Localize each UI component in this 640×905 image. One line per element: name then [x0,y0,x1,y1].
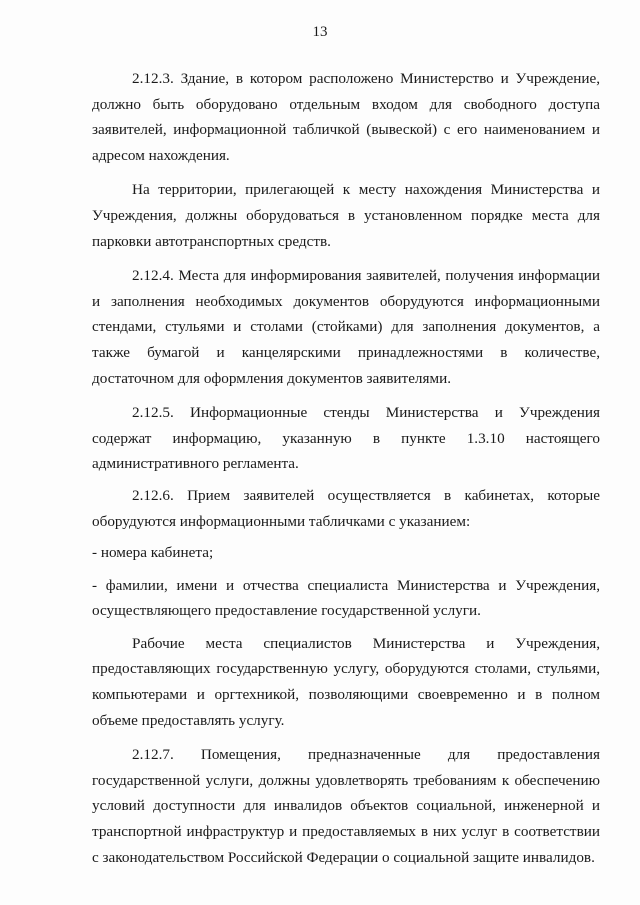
paragraph-2-12-5: 2.12.5. Информационные стенды Министерства и Учреждения содержат информацию, указанную в пункте 1.3.10 настоящего административного регламента. [92,404,600,473]
paragraph-parking: На территории, прилегающей к месту нахождения Министерства и Учреждения, должны оборудоваться в установленном порядке места для парковки автотранспортных средств. [92,181,600,250]
paragraph-2-12-7: 2.12.7. Помещения, предназначенные для предоставления государственной услуги, должны удовлетворять требованиям к обеспечению условий доступности для инвалидов объектов социальной, инженерной и транспортной инфраструктур и предоставляемых в них услуг в соответствии с законодательством Российской Федерации о социальной защите инвалидов. [92,746,600,866]
paragraph-2-12-6: 2.12.6. Прием заявителей осуществляется в кабинетах, которые оборудуются информационными табличками с указанием: [92,486,600,530]
page-number: 13 [312,24,328,40]
paragraph-2-12-3: 2.12.3. Здание, в котором расположено Министерство и Учреждение, должно быть оборудовано отдельным входом для свободного доступа заявителей, информационной табличкой (вывеской) с его наименованием и адресом нахождения. [92,70,600,164]
document-body [92,66,600,879]
paragraph-2-12-4: 2.12.4. Места для информирования заявителей, получения информации и заполнения необходимых документов оборудуются информационными стендами, стульями и столами (стойками) для заполнения документов, а также бумагой и канцелярскими принадлежностями в количестве, достаточном для оформления документов заявителями. [92,267,600,387]
list-item-specialist-name: - фамилии, имени и отчества специалиста Министерства и Учреждения, осуществляющего предоставление государственной услуги. [92,576,600,620]
paragraph-workplaces: Рабочие места специалистов Министерства и Учреждения, предоставляющих государственную услугу, оборудуются столами, стульями, компьютерами и оргтехникой, позволяющими своевременно и в полном объеме предоставлять услугу. [92,634,600,729]
list-item-room-number: - номера кабинета; [92,544,214,562]
